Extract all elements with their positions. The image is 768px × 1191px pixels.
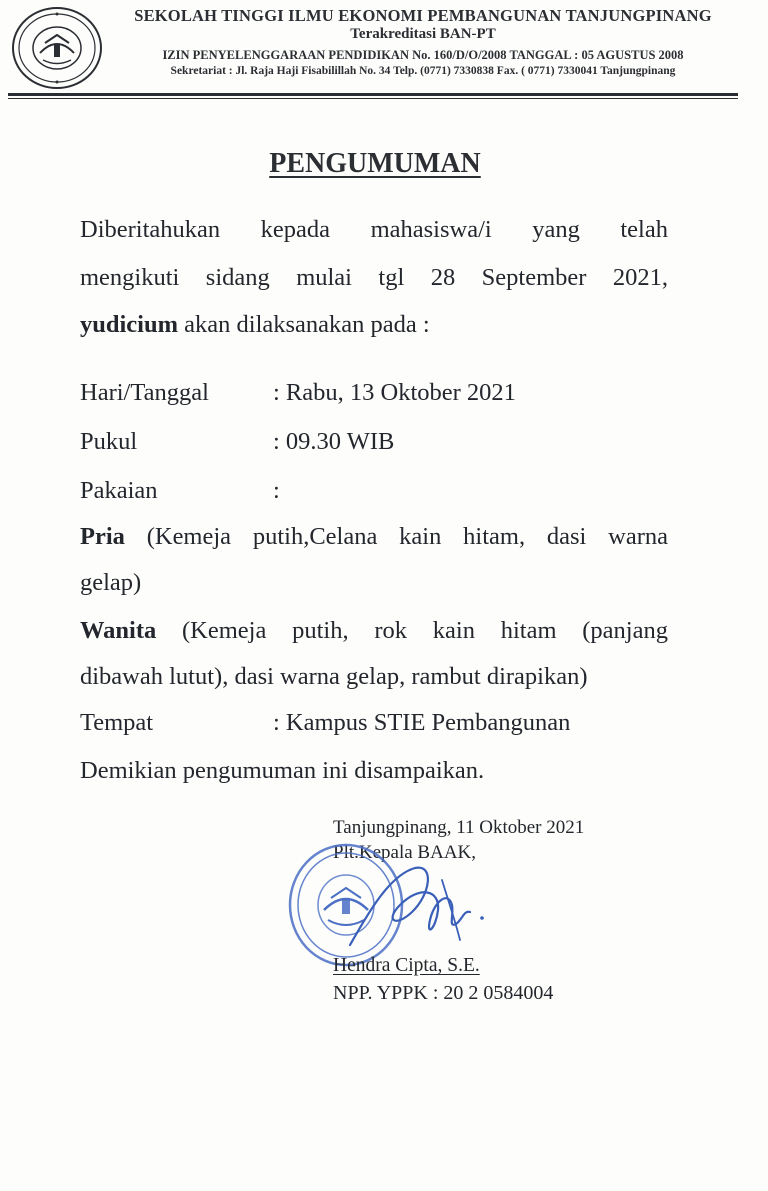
institution-logo bbox=[10, 5, 104, 91]
dress-label: Pakaian bbox=[80, 477, 158, 504]
closing-line: Demikian pengumuman ini disampaikan. bbox=[80, 757, 485, 784]
dress-women-line-2: dibawah lutut), dasi warna gelap, rambut dirapikan) bbox=[80, 663, 588, 690]
letterhead bbox=[108, 6, 738, 79]
intro-line-2: mengikuti sidang mulai tgl 28 September 2021, bbox=[80, 264, 668, 291]
dress-men-line-2: gelap) bbox=[80, 569, 142, 596]
dress-value: : bbox=[273, 477, 280, 504]
place-label: Tempat bbox=[80, 709, 154, 736]
header-rule-thin bbox=[8, 98, 738, 99]
dress-men-line-1 bbox=[80, 523, 668, 551]
dress-women-line-1 bbox=[80, 617, 668, 645]
yudicium-word: yudicium bbox=[80, 311, 179, 338]
secretariat-line: Sekretariat : Jl. Raja Haji Fisabilillah No. 34 Telp. (0771) 7330838 Fax. ( 0771) 7330041 Tanjungpinang bbox=[170, 65, 676, 77]
intro-line-1: Diberitahukan kepada mahasiswa/i yang telah bbox=[80, 216, 668, 243]
men-text: (Kemeja putih,Celana kain hitam, dasi warna bbox=[124, 523, 668, 550]
signature-position: Plt.Kepala BAAK, bbox=[333, 842, 477, 863]
detail-row-dress bbox=[80, 477, 280, 505]
signatory-npp: NPP. YPPK : 20 2 0584004 bbox=[333, 982, 554, 1004]
women-text: (Kemeja putih, rok kain hitam (panjang bbox=[156, 617, 668, 644]
header-rule-thick bbox=[8, 93, 738, 96]
detail-row-time bbox=[80, 428, 394, 456]
detail-row-day bbox=[80, 379, 516, 407]
detail-row-place bbox=[80, 709, 570, 737]
institution-name: SEKOLAH TINGGI ILMU EKONOMI PEMBANGUNAN TANJUNGPINANG bbox=[134, 6, 712, 25]
time-value: : 09.30 WIB bbox=[273, 428, 395, 455]
handwritten-signature bbox=[330, 850, 510, 960]
day-label: Hari/Tanggal bbox=[80, 379, 209, 406]
day-value: : Rabu, 13 Oktober 2021 bbox=[273, 379, 516, 406]
place-value: : Kampus STIE Pembangunan bbox=[273, 709, 571, 736]
intro-line-3-rest: akan dilaksanakan pada : bbox=[178, 311, 430, 338]
men-label: Pria bbox=[80, 523, 125, 550]
accreditation: Terakreditasi BAN-PT bbox=[350, 26, 496, 42]
page-title: PENGUMUMAN bbox=[269, 148, 481, 179]
intro-line-3 bbox=[80, 311, 430, 339]
signature-place-date: Tanjungpinang, 11 Oktober 2021 bbox=[333, 817, 585, 838]
signatory-name: Hendra Cipta, S.E. bbox=[333, 955, 480, 976]
women-label: Wanita bbox=[80, 617, 157, 644]
time-label: Pukul bbox=[80, 428, 138, 455]
license-line: IZIN PENYELENGGARAAN PENDIDIKAN No. 160/D/O/2008 TANGGAL : 05 AGUSTUS 2008 bbox=[162, 48, 684, 62]
